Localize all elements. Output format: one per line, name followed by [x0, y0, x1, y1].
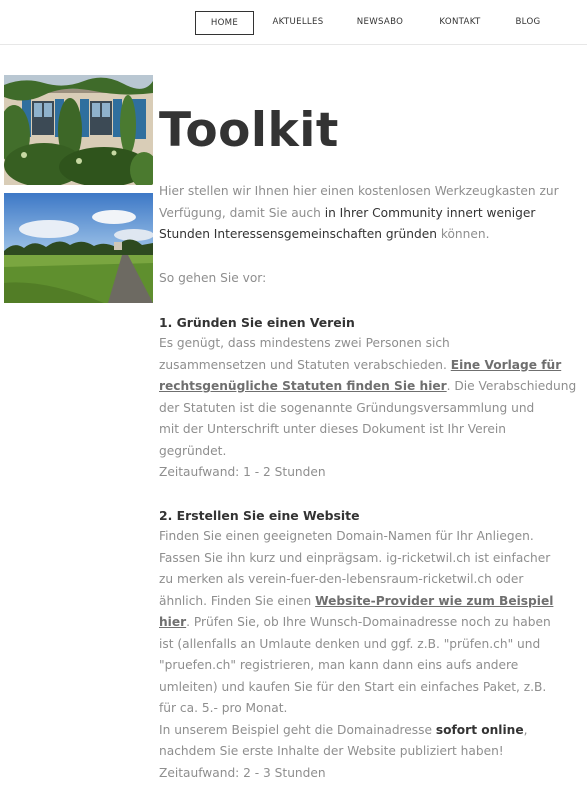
nav-blog[interactable]: BLOG	[515, 17, 541, 27]
nav-home[interactable]: HOME	[195, 11, 254, 35]
meadow-landscape-photo	[4, 193, 153, 303]
nav-aktuelles[interactable]: AKTUELLES	[272, 17, 324, 27]
step2-line: ist (allenfalls an Umlaute denken und ggf. z.B. "prüfen.ch" und	[159, 636, 541, 651]
step2-paragraph	[159, 526, 564, 784]
step2-line: Fassen Sie ihn kurz und einprägsam. ig-ricketwil.ch ist einfacher	[159, 550, 551, 565]
step1-line: Es genügt, dass mindestens zwei Personen sich	[159, 336, 450, 350]
step2-time: Zeitaufwand: 2 - 3 Stunden	[159, 765, 326, 780]
step1-line: mit der Unterschrift unter dieses Dokument ist Ihr Verein	[159, 422, 506, 436]
nav-kontakt[interactable]: KONTAKT	[439, 17, 481, 27]
step1-line: der Statuten ist die sogenannte Gründungsversammlung und	[159, 400, 535, 415]
website-provider-link[interactable]: Website-Provider wie zum Beispiel	[315, 593, 554, 608]
statuten-template-link[interactable]: Eine Vorlage für	[450, 357, 562, 372]
step2-heading: 2. Erstellen Sie eine Website	[159, 508, 360, 523]
top-navigation	[0, 0, 587, 45]
step2-comma: ,	[523, 722, 528, 737]
domain-online-emphasis: sofort online	[435, 722, 524, 737]
step2-line: für ca. 5.- pro Monat.	[159, 701, 288, 715]
step2-line: umleiten) und kaufen Sie für den Start ein einfaches Paket, z.B.	[159, 679, 547, 694]
intro-text-highlight-2: Stunden Interessensgemeinschaften gründen	[159, 227, 437, 241]
nav-newsabo[interactable]: NEWSABO	[356, 17, 404, 27]
step2-line: ähnlich. Finden Sie einen	[159, 593, 316, 608]
step1-heading: 1. Gründen Sie einen Verein	[159, 315, 355, 330]
step2-line: In unserem Beispiel geht die Domainadresse	[159, 722, 436, 737]
intro-line-1: Hier stellen wir Ihnen hier einen kostenlosen Werkzeugkasten zur	[159, 184, 559, 198]
step2-line: Finden Sie einen geeigneten Domain-Namen für Ihr Anliegen.	[159, 529, 534, 543]
intro-paragraph	[159, 181, 564, 246]
house-facade-photo	[4, 75, 153, 185]
step2-line: nachdem Sie erste Inhalte der Website publiziert haben!	[159, 744, 504, 758]
step1-paragraph	[159, 333, 577, 484]
intro-text-b: Verfügung, damit Sie auch	[159, 205, 325, 220]
website-provider-link-cont[interactable]: hier	[159, 615, 187, 629]
step2-line: zu merken als verein-fuer-den-lebensraum-ricketwil.ch oder	[159, 572, 524, 586]
statuten-template-link-cont[interactable]: rechtsgenügliche Statuten finden Sie hier	[159, 379, 447, 393]
step2-line: . Prüfen Sie, ob Ihre Wunsch-Domainadresse noch zu haben	[186, 615, 551, 629]
howto-text: So gehen Sie vor:	[159, 271, 267, 285]
intro-text-e: können.	[436, 227, 490, 241]
step2-line: "pruefen.ch" registrieren, man kann dann eins aufs andere	[159, 658, 519, 672]
intro-text-highlight: in Ihrer Community innert weniger	[324, 205, 536, 220]
step1-line: gegründet.	[159, 443, 227, 458]
step1-time: Zeitaufwand: 1 - 2 Stunden	[159, 465, 326, 479]
step1-line: zusammensetzen und Statuten verabschieden.	[159, 357, 451, 372]
page-title: Toolkit	[159, 103, 339, 158]
step1-line: . Die Verabschiedung	[446, 379, 577, 393]
